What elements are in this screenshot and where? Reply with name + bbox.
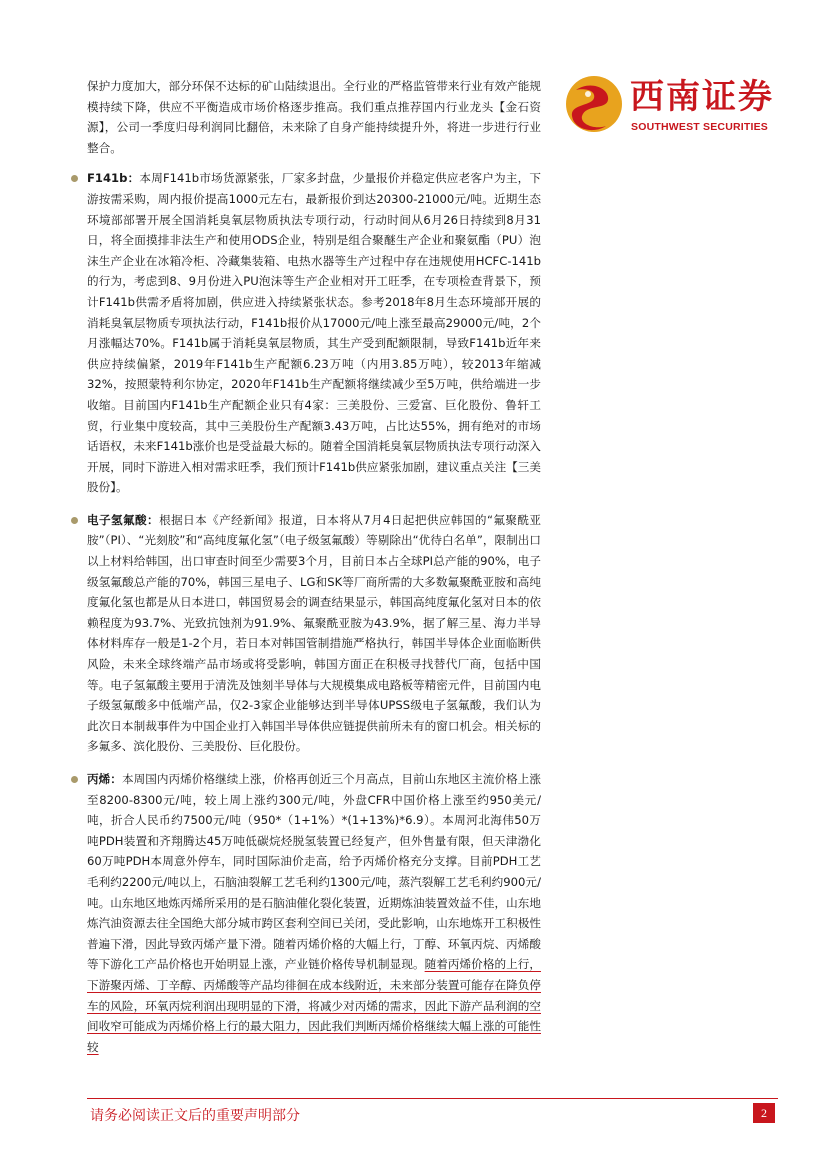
logo-english-name: SOUTHWEST SECURITIES xyxy=(631,121,769,133)
propylene-text: 本周国内丙烯价格继续上涨，价格再创近三个月高点，目前山东地区主流价格上涨至8200-8300元/吨，较上周上涨约300元/吨，外盘CFR中国价格上涨至约950美元/吨，折合人民币约7500元/吨（950*（1+1%）*(1+13%)*6.9）。本周河北海伟50万吨PDH装置和齐翔腾达45万吨低碳烷烃脱氢装置已经复产，但外售量有限，但天津渤化60万吨PDH本周意外停车，同时国际油价走高，给予丙烯价格充分支撑。目前PDH工艺毛利约2200元/吨以上，石脑油裂解工艺毛利约1300元/吨，蒸汽裂解工艺毛利约900元/吨。山东地区地炼丙烯所采用的是石脑油催化裂化装置，近期炼油装置效益不佳，山东地炼汽油资源去往全国绝大部分城市跨区套利空间已关闭，受此影响，山东地炼开工积极性普遍下滑，因此导致丙烯产量下滑。随着丙烯价格的大幅上行，丁醇、环氧丙烷、丙烯酸等下游化工产品价格也开始明显上涨，产业链价格传导机制显现。 xyxy=(87,772,541,972)
footer-disclaimer: 请务必阅读正文后的重要声明部分 xyxy=(90,1108,300,1124)
hf-paragraph xyxy=(87,510,541,757)
bullet-icon xyxy=(71,517,78,524)
southwest-securities-logo-icon xyxy=(564,74,624,134)
f141b-text: 本周F141b市场货源紧张，厂家多封盘，少量报价并稳定供应老客户为主，下游按需采购，周内报价提高1000元左右，最新报价到达20300-21000元/吨。近期生态环境部部署开展全国消耗臭氧层物质执法专项行动，行动时间从6月26日持续到8月31日，将全面摸排非法生产和使用ODS企业，特别是组合聚醚生产企业和聚氨酯（PU）泡沫生产企业在冰箱冷柜、冷藏集装箱、电热水器等生产过程中存在违规使用HCFC-141b的行为，考虑到8、9月份进入PU泡沫等生产企业相对开工旺季，在专项检查背景下，预计F141b供需矛盾将加剧，供应进入持续紧张状态。参考2018年8月生态环境部开展的消耗臭氧层物质专项执法行动，F141b报价从17000元/吨上涨至最高29000元/吨，2个月涨幅达70%。F141b属于消耗臭氧层物质，其生产受到配额限制，导致F141b近年来供应持续偏紧，2019年F141b生产配额6.23万吨（内用3.85万吨），较2013年缩减32%，按照蒙特利尔协定，2020年F141b生产配额将继续减少至5万吨，供给端进一步收缩。目前国内F141b生产配额企业只有4家：三美股份、三爱富、巨化股份、鲁轩工贸，行业集中度较高，其中三美股份生产配额3.43万吨，占比达55%，拥有绝对的市场话语权，未来F141b涨价也是受益最大标的。随着全国消耗臭氧层物质执法专项行动深入开展，同时下游进入相对需求旺季，我们预计F141b供应紧张加剧，建议重点关注【三美股份】。 xyxy=(87,171,541,495)
logo-chinese-name: 西南证券 xyxy=(630,77,774,117)
footer-divider xyxy=(87,1098,778,1099)
propylene-highlight: 随着丙烯价格的上行，下游聚丙烯、丁辛醇、丙烯酸等产品均徘徊在成本线附近，未来部分装置可能存在降负停车的风险，环氧丙烷利润出现明显的下滑，将减少对丙烯的需求，因此下游产品利润的空间收窄可能成为丙烯价格上行的最大阻力，因此我们判断丙烯价格继续大幅上涨的可能性较 xyxy=(87,957,541,1054)
hf-term: 电子氢氟酸： xyxy=(87,512,160,527)
bullet-icon xyxy=(71,776,78,783)
f141b-term: F141b： xyxy=(87,171,140,186)
bullet-icon xyxy=(71,175,78,182)
f141b-paragraph xyxy=(87,168,541,498)
propylene-paragraph xyxy=(87,769,541,1057)
company-logo xyxy=(564,74,774,138)
page-number: 2 xyxy=(753,1103,775,1123)
report-body xyxy=(87,76,541,1057)
intro-paragraph: 保护力度加大，部分环保不达标的矿山陆续退出。全行业的严格监管带来行业有效产能规模持续下降，供应不平衡造成市场价格逐步推高。我们重点推荐国内行业龙头【金石资源】，公司一季度归母利润同比翻倍，未来除了自身产能持续提升外，将进一步进行行业整合。 xyxy=(87,79,541,155)
propylene-term: 丙烯： xyxy=(87,772,122,786)
hf-text: 根据日本《产经新闻》报道，日本将从7月4日起把供应韩国的“氟聚酰亚胺”（PI）、“光刻胶”和“高纯度氟化氢”（电子级氢氟酸）等剔除出“优待白名单”，限制出口以上材料给韩国，出口审查时间至少需要3个月，目前日本占全球PI总产能的90%，电子级氢氟酸总产能的70%，韩国三星电子、LG和SK等厂商所需的大多数氟聚酰亚胺和高纯度氟化氢也都是从日本进口，韩国贸易会的调查结果显示，韩国高纯度氟化氢对日本的依赖程度为93.7%、光致抗蚀剂为91.9%、氟聚酰亚胺为43.9%，据了解三星、海力半导体材料库存一般是1-2个月，若日本对韩国管制措施严格执行，韩国半导体企业面临断供风险，未来全球终端产品市场或将受影响，韩国方面正在积极寻找替代厂商，包括中国等。电子氢氟酸主要用于清洗及蚀刻半导体与大规模集成电路板等精密元件，目前国内电子级氢氟酸多中低端产品，仅2-3家企业能够达到半导体UPSS级电子氢氟酸，我们认为此次日本制裁事件为中国企业打入韩国半导体供应链提供前所未有的窗口机会。相关标的多氟多、滨化股份、三美股份、巨化股份。 xyxy=(87,512,541,754)
